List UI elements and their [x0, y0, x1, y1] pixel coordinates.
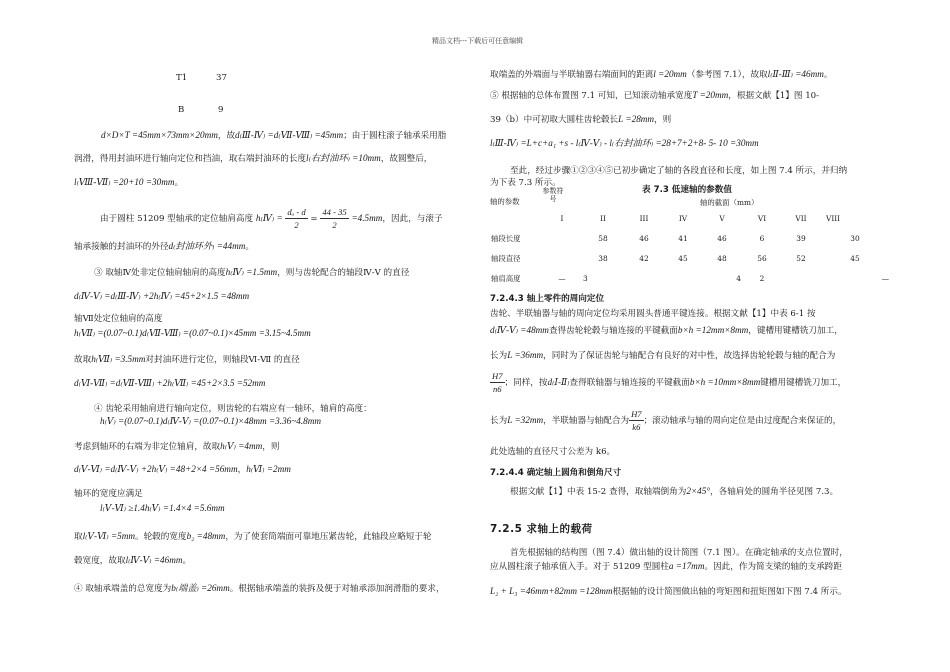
text-line-2: 润滑，得用封油环进行轴向定位和挡油，取右端封油环的长度l₍右封油环₎ =10mm，故圆整后， — [74, 153, 433, 164]
col-header: II — [600, 213, 606, 223]
r-line-7: 齿轮、半联轴器与轴的周向定位均采用圆头普通平键连接。根据文献【1】中表 6-1 按 — [490, 309, 816, 319]
table-cell — [664, 268, 702, 288]
table-cell: 42 — [639, 253, 649, 263]
table-cell: 2 — [759, 273, 765, 283]
table-cell — [624, 268, 664, 288]
col-header: I — [560, 213, 564, 223]
eq-h7: h₍Ⅶ₎ =(0.07~0.1)d₍Ⅶ-Ⅷ₎ =(0.07~0.1)×45mm =3.15~4.5mm — [74, 328, 311, 338]
page-header: 精品文档---下载后可任意编辑 — [432, 37, 524, 45]
r-line-14: 首先根据轴的结构图（图 7.4）做出轴的设计简图（7.1 图）。在确定轴承的支点位置时， — [510, 548, 848, 558]
fraction-h7-k6: $\frac{H7}{k6}$ — [631, 409, 642, 432]
text-line-12: ④ 齿轮采用轴肩进行轴向定位，则齿轮的右端应有一轴环，轴肩的高度： — [94, 404, 372, 414]
table-row — [490, 228, 890, 248]
text-line-18: 取l₍Ⅴ-Ⅵ₎ =5mm。轮毂的宽度b₂ =48mm，为了使套筒端面可靠地压紧齿轮，此轴段应略短于轮 — [74, 531, 432, 542]
fraction-da-d: $\frac{\text{dₐ - d}}{2}$ — [287, 207, 306, 230]
r-line-2: ⑤ 根据轴的总体布置图 7.1 可知，已知滚动轴承宽度T =20mm，根据文献【1】图 10- — [490, 90, 820, 101]
r-line-8: d₍Ⅳ-Ⅴ₎ =48mm查得齿轮轮毂与轴连接的平键截面b×h =12mm×8mm，键槽用键槽铣刀加工， — [490, 325, 843, 336]
text-line-5: 轴承接触的封油环的外径d₍封油环外₎ =44mm。 — [74, 241, 254, 252]
params-table — [490, 208, 890, 288]
table-param-header: 参数符号 — [542, 187, 564, 203]
table-cell: 3 — [583, 273, 588, 283]
text-line-19: 毂宽度，故取l₍Ⅳ-Ⅴ₎ =46mm。 — [74, 555, 192, 566]
table-cell: — — [558, 273, 566, 283]
eq-l3-4: l₍Ⅲ-Ⅳ₎ =L+c+a₁ +s - l₍Ⅳ-Ⅴ₎ - l₍右封油环₎ =28+7+2+8- 5- 10 =30mm — [490, 138, 759, 148]
eq-h5: h₍Ⅴ₎ =(0.07~0.1)d₍Ⅳ-Ⅴ₎ =(0.07~0.1)×48mm =3.36~4.8mm — [100, 416, 321, 426]
table-cell: 52 — [796, 253, 806, 263]
r-line-16: L₂ + L₃ =46mm+82mm =128mm根据轴的设计简图做出轴的弯矩图和扭矩图如下图 7.4 所示。 — [490, 586, 847, 597]
r-line-9: 长为L =36mm，同时为了保证齿轮与轴配合有良好的对中性，故选择齿轮轮毂与轴的配合为 — [490, 350, 836, 361]
table-cell: 46 — [717, 233, 727, 243]
row-label: 轴段长度 — [491, 233, 521, 243]
eq-l5-6: l₍Ⅴ-Ⅵ₎ ≥1.4h₍Ⅴ₎ =1.4×4 =5.6mm — [100, 503, 225, 513]
section-heading-7-2-5: 7.2.5 求轴上的载荷 — [490, 523, 593, 535]
table-cell: 38 — [598, 253, 608, 263]
r-line-1: 取端盖的外端面与半联轴器右端面间的距离l =20mm（参考图 7.1），故取l₍Ⅱ-Ⅲ₎ =46mm。 — [490, 69, 833, 80]
table-cell: 39 — [796, 233, 806, 243]
cell-t1: T1 — [176, 73, 188, 83]
fraction-h7-n6: $\frac{H7}{n6}$ — [492, 371, 503, 394]
col-header: IV — [678, 213, 688, 223]
table-caption: 表 7.3 低速轴的参数值 — [642, 185, 732, 195]
table-cell: 48 — [717, 253, 727, 263]
table-cell: 4 — [736, 273, 741, 283]
text-line-10: 故取h₍Ⅶ₎ =3.5mm对封油环进行定位，则轴段Ⅵ-Ⅶ 的直径 — [74, 354, 300, 365]
eq-d4-5: d₍Ⅳ-Ⅴ₎ =d₍Ⅲ-Ⅳ₎ +2h₍Ⅳ₎ =45+2×1.5 =48mm — [74, 291, 250, 301]
table-cell: 6 — [759, 233, 765, 243]
r-line-10: $\frac{H7}{n6}$ ；同样，按d₍Ⅰ-Ⅱ₎查得联轴器与轴连接的平键截面b×h =10mm×8mm键槽用键槽铣刀加工， — [492, 371, 847, 394]
text-line-15: d₍Ⅴ-Ⅵ₎ =d₍Ⅳ-Ⅴ₎ +2h₍Ⅴ₎ =48+2×4 =56mm，h₍Ⅵ₎ =2mm — [74, 464, 291, 475]
text-line-16: 轴环的宽度应满足 — [74, 489, 143, 499]
text-line-3: l₍Ⅷ-Ⅶ₎ =20+10 =30mm。 — [74, 177, 184, 188]
text-line-20: ④ 取轴承端盖的总宽度为b₍端盖₎ =26mm。根据轴承端盖的装拆及便于对轴承添加润滑脂的要求， — [74, 583, 445, 594]
table-cell: 46 — [639, 233, 649, 243]
table-cell: 45 — [850, 253, 860, 263]
table-cell: 30 — [850, 233, 860, 243]
table-cell: 45 — [678, 253, 688, 263]
eq-d6-7: d₍Ⅵ-Ⅶ₎ =d₍Ⅶ-Ⅷ₎ +2h₍Ⅶ₎ =45+2×3.5 =52mm — [74, 378, 266, 388]
col-header: VII — [795, 213, 807, 223]
r-line-12: 此处选轴的直径尺寸公差为 k6。 — [490, 447, 616, 457]
text-line-6: ③ 取轴Ⅳ处非定位轴肩轴肩的高度h₍Ⅳ₎ =1.5mm，则与齿轮配合的轴段Ⅳ-Ⅴ 的直径 — [94, 267, 410, 278]
table-cell: 56 — [757, 253, 767, 263]
section-heading-7-2-4-4: 7.2.4.4 确定轴上圆角和倒角尺寸 — [490, 468, 622, 478]
table-cell — [782, 268, 820, 288]
r-line-5: 至此，经过步骤①②③④⑤已初步确定了轴的各段直径和长度，如上图 7.4 所示，并归纳 — [510, 166, 848, 176]
table-row — [490, 268, 890, 288]
table-cell — [542, 248, 582, 268]
table-row-label-header: 轴的参数 — [490, 197, 520, 206]
col-header: V — [719, 213, 725, 223]
cell-b: B — [178, 105, 185, 115]
table-cell: 41 — [678, 233, 688, 243]
row-label: 轴段直径 — [491, 253, 521, 263]
col-header: VIII — [826, 213, 841, 223]
table-cell — [542, 228, 582, 248]
cell-37: 37 — [216, 73, 227, 83]
text-line-1: d×D×T =45mm×73mm×20mm，故d₍Ⅲ-Ⅳ₎ =d₍Ⅶ-Ⅷ₎ =45mm；由于圆柱滚子轴承采用脂 — [101, 130, 447, 141]
table-shaft-header: 轴的截面（mm） — [700, 198, 759, 207]
table-row — [490, 248, 890, 268]
text-line-4: 由于圆柱 51209 型轴承的定位轴肩高度 h₍Ⅳ₎ = $\frac{\text{dₐ - d}}{2}$ = $\frac{44 - 35}{2}$ =4.5mm，因此，与滚子 — [100, 207, 443, 230]
col-header: III — [639, 213, 649, 223]
table-cell: 58 — [598, 233, 608, 243]
r-line-3: 39（b）中可初取大圆柱齿轮毂长L =28mm，则 — [490, 114, 672, 125]
text-line-14: 考虑到轴环的右端为非定位轴肩，故取h₍Ⅴ₎ =4mm，则 — [74, 441, 280, 452]
table-corner — [490, 208, 542, 228]
row-label: 轴肩高度 — [491, 273, 521, 283]
section-heading-7-2-4-3: 7.2.4.3 轴上零件的周向定位 — [490, 294, 605, 304]
col-header: VI — [757, 213, 767, 223]
r-line-15: 应从圆柱滚子轴承值入手。对于 51209 型圆柱a =17mm。因此，作为简支梁的轴的支承跨距 — [490, 561, 842, 572]
r-line-11: 长为L =32mm，半联轴器与轴配合为 $\frac{H7}{k6}$ ；滚动轴承与轴的周向定位是由过度配合来保证的， — [490, 409, 842, 432]
cell-9: 9 — [218, 105, 224, 115]
table-cell: — — [881, 273, 889, 283]
text-line-8: 轴Ⅶ处定位轴肩的高度 — [74, 314, 163, 324]
fraction-44-35: $\frac{44 - 35}{2}$ — [322, 207, 347, 230]
r-line-6: 为下表 7.3 所示。 — [490, 178, 561, 188]
r-line-13: 根据文献【1】中表 15-2 查得，取轴端倒角为2×45°，各轴肩处的圆角半径见图 7.3。 — [510, 486, 839, 497]
